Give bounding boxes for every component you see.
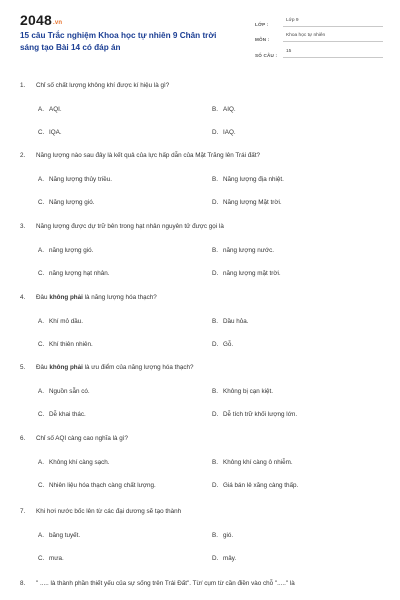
option-text: Năng lượng địa nhiệt. (223, 176, 284, 183)
question-text: " ..... là thành phần thiết yếu của sự sống trên Trái Đất". Từ/ cụm từ cần điền vào chỗ "....." là (36, 580, 295, 587)
option-b[interactable] (212, 247, 274, 255)
option-letter: C. (38, 555, 45, 562)
question-stem (20, 223, 390, 231)
option-text: AIQ. (223, 106, 236, 113)
option-letter: D. (212, 411, 219, 418)
option-text: IAQ. (223, 129, 236, 136)
question-stem (20, 508, 390, 516)
option-text: Nhiên liệu hóa thạch càng chất lượng. (49, 482, 156, 489)
option-letter: D. (212, 341, 219, 348)
option-text: năng lượng mặt trời. (223, 270, 281, 277)
question-number: 2. (20, 152, 26, 159)
option-b[interactable] (212, 388, 273, 396)
option-text: Năng lượng Mặt trời. (223, 199, 282, 206)
option-c[interactable] (38, 555, 64, 563)
option-text: Không bị cạn kiệt. (223, 388, 274, 395)
meta-value: Lớp 9 (283, 17, 383, 27)
option-text: Không khí càng sạch. (49, 459, 110, 466)
option-letter: D. (212, 270, 219, 277)
option-letter: C. (38, 199, 45, 206)
option-letter: B. (212, 388, 218, 395)
document-title: 15 câu Trắc nghiệm Khoa học tự nhiên 9 Chân trời sáng tạo Bài 14 có đáp án (20, 31, 217, 52)
option-b[interactable] (212, 318, 249, 326)
option-c[interactable] (38, 199, 94, 207)
meta-row-count (255, 45, 383, 58)
option-letter: A. (38, 318, 44, 325)
option-letter: B. (212, 532, 218, 539)
option-letter: B. (212, 247, 218, 254)
option-c[interactable] (38, 129, 62, 137)
option-a[interactable] (38, 459, 110, 467)
question-stem (20, 82, 390, 90)
option-text: năng lượng hạt nhân. (49, 270, 110, 277)
question-stem (20, 580, 390, 588)
question-text: Năng lượng nào sau đây là kết quả của lực hấp dẫn của Mặt Trăng lên Trái đất? (36, 152, 260, 159)
option-c[interactable] (38, 411, 86, 419)
option-text: IQA. (49, 129, 62, 136)
question-text: Khi hơi nước bốc lên từ các đại dương sẽ tạo thành (36, 508, 182, 515)
option-text: mưa. (49, 555, 64, 562)
option-text: Khí mỏ dầu. (49, 318, 83, 325)
option-b[interactable] (212, 106, 236, 114)
option-text: Khí thiên nhiên. (49, 341, 93, 348)
meta-box (255, 14, 383, 61)
option-letter: A. (38, 247, 44, 254)
option-text: gió. (223, 532, 234, 539)
option-d[interactable] (212, 270, 281, 278)
option-letter: B. (212, 459, 218, 466)
question-text: Chỉ số chất lượng không khí được kí hiệu là gì? (36, 82, 170, 89)
question-text-emphasis: không phải (49, 364, 83, 371)
option-d[interactable] (212, 341, 233, 349)
question-stem (20, 435, 390, 443)
question-number: 7. (20, 508, 26, 515)
site-logo[interactable] (20, 12, 62, 28)
option-text: Năng lượng thủy triều. (49, 176, 112, 183)
meta-label: LỚP : (255, 21, 269, 27)
option-text: Dễ khai thác. (49, 411, 86, 418)
question-text-before: Đâu (36, 364, 50, 371)
option-text: Nguồn sẵn có. (49, 388, 90, 395)
question-number: 1. (20, 82, 26, 89)
option-d[interactable] (212, 199, 282, 207)
option-letter: A. (38, 532, 44, 539)
question-stem (20, 152, 390, 160)
option-letter: A. (38, 176, 44, 183)
option-letter: C. (38, 411, 45, 418)
option-d[interactable] (212, 129, 236, 137)
option-text: Giá bán lẻ xăng càng thấp. (223, 482, 299, 489)
question-text: Năng lượng được dự trữ bên trong hạt nhân nguyên tử được gọi là (36, 223, 224, 230)
logo-suffix-text: .vn (52, 20, 63, 26)
question-stem (20, 364, 390, 372)
question-number: 6. (20, 435, 26, 442)
meta-label: MÔN : (255, 37, 270, 42)
option-letter: D. (212, 555, 219, 562)
option-a[interactable] (38, 247, 93, 255)
question-number: 5. (20, 364, 26, 371)
question-text-after: là năng lượng hóa thạch? (82, 294, 157, 301)
option-text: năng lượng gió. (49, 247, 94, 254)
option-text: năng lượng nước. (223, 247, 274, 254)
option-b[interactable] (212, 459, 293, 467)
option-d[interactable] (212, 555, 236, 563)
option-letter: B. (212, 106, 218, 113)
option-letter: C. (38, 341, 45, 348)
meta-row-subject (255, 30, 383, 43)
question-text-before: Đâu (36, 294, 50, 301)
option-d[interactable] (212, 482, 298, 490)
option-letter: C. (38, 482, 45, 489)
question-text-emphasis: không phải (49, 294, 83, 301)
option-letter: D. (212, 199, 219, 206)
option-text: Năng lượng gió. (49, 199, 95, 206)
option-letter: D. (212, 129, 219, 136)
option-c[interactable] (38, 482, 156, 490)
option-letter: A. (38, 388, 44, 395)
question-text-after: là ưu điểm của năng lượng hóa thạch? (82, 364, 194, 371)
option-a[interactable] (38, 388, 90, 396)
question-number: 4. (20, 294, 26, 301)
option-letter: B. (212, 176, 218, 183)
option-text: băng tuyết. (49, 532, 81, 539)
meta-value: 15 (283, 48, 383, 58)
option-a[interactable] (38, 318, 83, 326)
option-text: AQI. (49, 106, 62, 113)
option-letter: B. (212, 318, 218, 325)
question-stem (20, 294, 390, 302)
question-text: Chỉ số AQI càng cao nghĩa là gì? (36, 435, 129, 442)
option-b[interactable] (212, 532, 233, 540)
option-letter: D. (212, 482, 219, 489)
option-d[interactable] (212, 411, 297, 419)
option-text: Không khí càng ô nhiễm. (223, 459, 293, 466)
option-a[interactable] (38, 532, 80, 540)
question-number: 3. (20, 223, 26, 230)
option-letter: C. (38, 270, 45, 277)
option-a[interactable] (38, 106, 62, 114)
question-number: 8. (20, 580, 26, 587)
option-letter: A. (38, 106, 44, 113)
option-text: Dễ tích trữ khối lượng lớn. (223, 411, 298, 418)
option-letter: A. (38, 459, 44, 466)
meta-value: Khoa học tự nhiên (283, 32, 383, 42)
option-a[interactable] (38, 176, 112, 184)
worksheet-header (0, 0, 400, 68)
option-text: mây. (223, 555, 237, 562)
option-text: Dầu hỏa. (223, 318, 249, 325)
meta-row-class (255, 14, 383, 27)
option-b[interactable] (212, 176, 284, 184)
option-c[interactable] (38, 341, 93, 349)
option-c[interactable] (38, 270, 110, 278)
option-text: Gỗ. (223, 341, 234, 348)
logo-main-text: 2048 (20, 12, 52, 28)
option-letter: C. (38, 129, 45, 136)
meta-label: SỐ CÂU : (255, 52, 278, 58)
